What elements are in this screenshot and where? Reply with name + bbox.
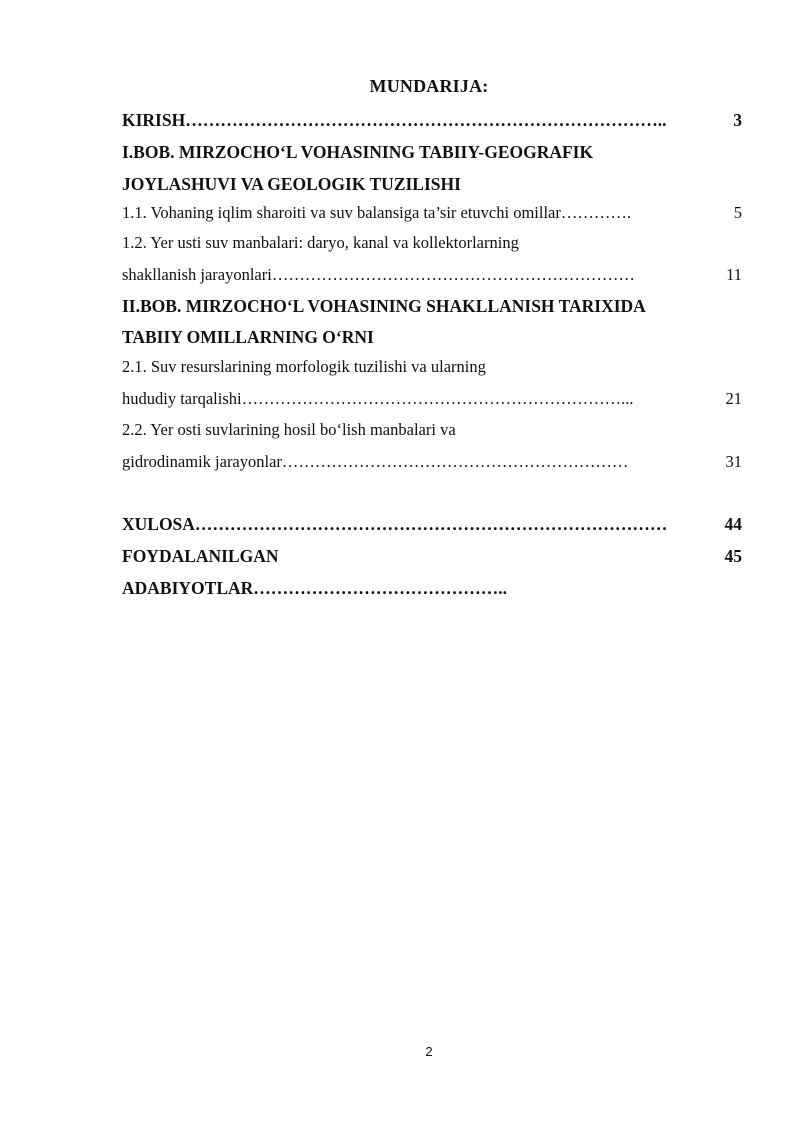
toc-entry-references-line-2: ADABIYOTLAR…………………………………….. [122, 578, 508, 598]
toc-section-1-1 [122, 200, 742, 226]
toc-chapter-1-line-1: I.BOB. MIRZOCHO‘L VOHASINING TABIIY-GEOGRAFIK [122, 142, 594, 162]
toc-entry-kirish [122, 107, 742, 133]
toc-chapter-2-line-1: II.BOB. MIRZOCHO‘L VOHASINING SHAKLLANISH TARIXIDA [122, 296, 646, 316]
toc-entry-text: XULOSA……………………………………………………………………… [122, 514, 668, 534]
toc-section-2-1-line-2 [122, 386, 742, 412]
toc-entry-text: 1.1. Vohaning iqlim sharoiti va suv balansiga ta’sir etuvchi omillar…………. [122, 203, 631, 222]
toc-section-2-1-line-1: 2.1. Suv resurslarining morfologik tuzilishi va ularning [122, 357, 486, 376]
toc-entry-text: hududiy tarqalishi……………………………………………………………... [122, 389, 634, 408]
toc-entry-page: 3 [733, 110, 742, 130]
toc-entry-text: KIRISH……………………………………………………………………….. [122, 110, 667, 130]
toc-entry-text: gidrodinamik jarayonlar……………………………………………………… [122, 452, 629, 471]
toc-entry-page: 45 [724, 546, 742, 566]
page-number: 2 [425, 1044, 433, 1059]
toc-section-2-2-line-1: 2.2. Yer osti suvlarining hosil bo‘lish manbalari va [122, 420, 456, 439]
toc-entry-text: FOYDALANILGAN [122, 546, 279, 566]
toc-entry-page: 21 [725, 389, 742, 408]
toc-chapter-1-line-2: JOYLASHUVI VA GEOLOGIK TUZILISHI [122, 174, 461, 194]
toc-entry-page: 11 [726, 265, 742, 284]
toc-chapter-2-line-2: TABIIY OMILLARNING O‘RNI [122, 327, 374, 347]
toc-entry-page: 44 [724, 514, 742, 534]
toc-entry-references-line-1 [122, 543, 742, 569]
toc-entry-page: 5 [733, 203, 742, 222]
toc-entry-xulosa [122, 511, 742, 537]
toc-entry-text: shakllanish jarayonlari………………………………………………………… [122, 265, 635, 284]
toc-title: MUNDARIJA: [369, 76, 489, 96]
toc-section-2-2-line-2 [122, 449, 742, 475]
toc-entry-page: 31 [725, 452, 742, 471]
toc-section-1-2-line-2 [122, 262, 742, 288]
toc-section-1-2-line-1: 1.2. Yer usti suv manbalari: daryo, kanal va kollektorlarning [122, 233, 519, 252]
